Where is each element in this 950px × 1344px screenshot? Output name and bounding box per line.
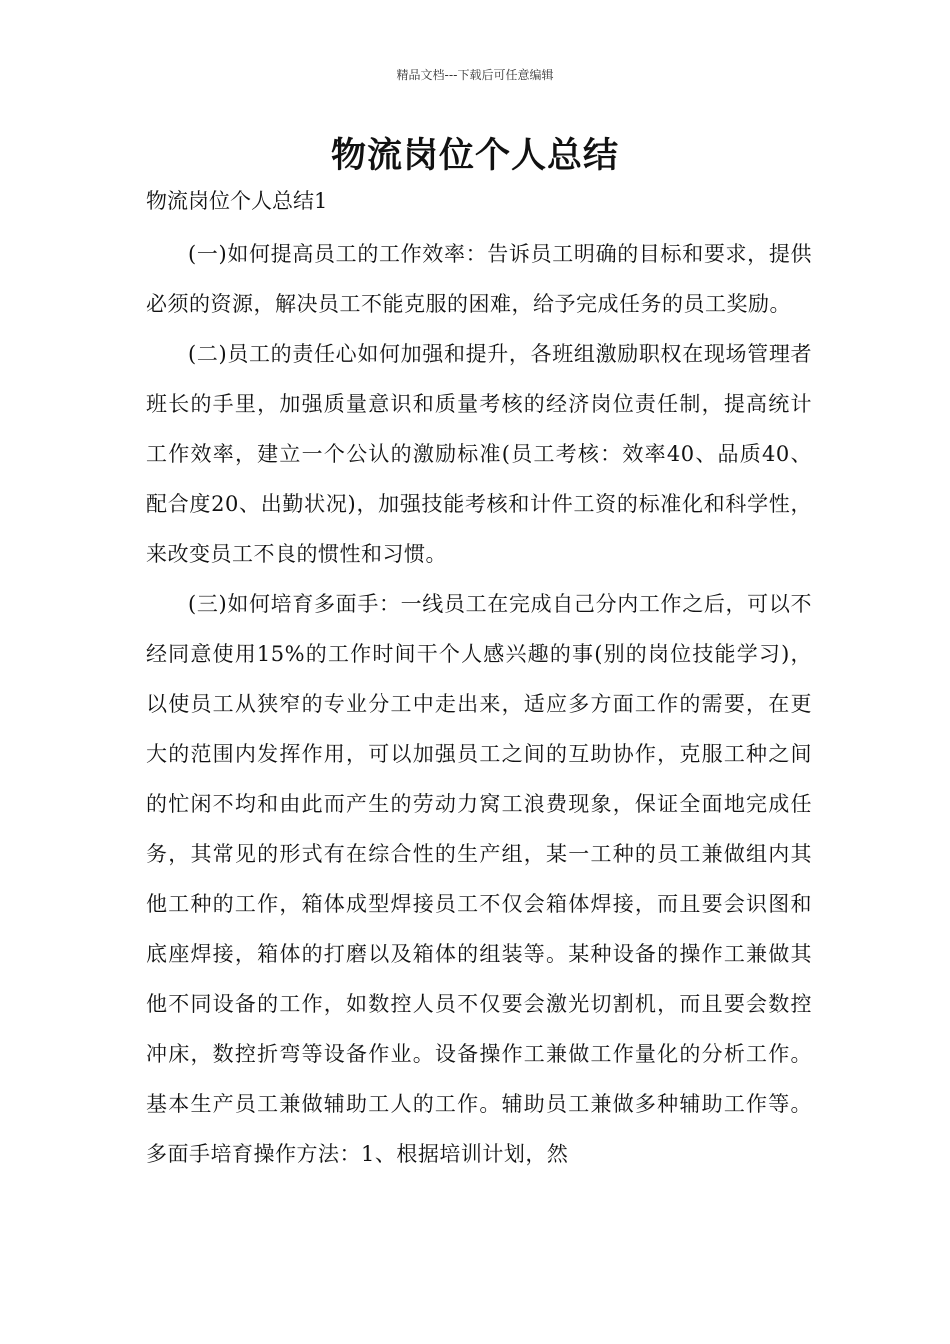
document-body	[146, 181, 812, 1179]
paragraph-2: (二)员工的责任心如何加强和提升，各班组激励职权在现场管理者班长的手里，加强质量意识和质量考核的经济岗位责任制，提高统计工作效率，建立一个公认的激励标准(员工考核：效率40、品质40、配合度20、出勤状况)，加强技能考核和计件工资的标准化和科学性，来改变员工不良的惯性和习惯。	[146, 342, 812, 566]
document-title: 物流岗位个人总结	[330, 136, 619, 176]
paragraph-1: (一)如何提高员工的工作效率：告诉员工明确的目标和要求，提供必须的资源，解决员工不能克服的困难，给予完成任务的员工奖励。	[146, 242, 812, 316]
section-subtitle: 物流岗位个人总结1	[146, 189, 328, 213]
header-note: 精品文档---下载后可任意编辑	[396, 68, 554, 82]
paragraph-3: (三)如何培育多面手：一线员工在完成自己分内工作之后，可以不经同意使用15%的工作时间干个人感兴趣的事(别的岗位技能学习)，以使员工从狭窄的专业分工中走出来，适应多方面工作的需要，在更大的范围内发挥作用，可以加强员工之间的互助协作，克服工种之间的忙闲不均和由此而产生的劳动力窝工浪费现象，保证全面地完成任务，其常见的形式有在综合性的生产组，某一工种的员工兼做组内其他工种的工作，箱体成型焊接员工不仅会箱体焊接，而且要会识图和底座焊接，箱体的打磨以及箱体的组装等。某种设备的操作工兼做其他不同设备的工作，如数控人员不仅要会激光切割机，而且要会数控冲床，数控折弯等设备作业。设备操作工兼做工作量化的分析工作。基本生产员工兼做辅助工人的工作。辅助员工兼做多种辅助工作等。多面手培育操作方法：1、根据培训计划，然	[146, 592, 812, 1166]
